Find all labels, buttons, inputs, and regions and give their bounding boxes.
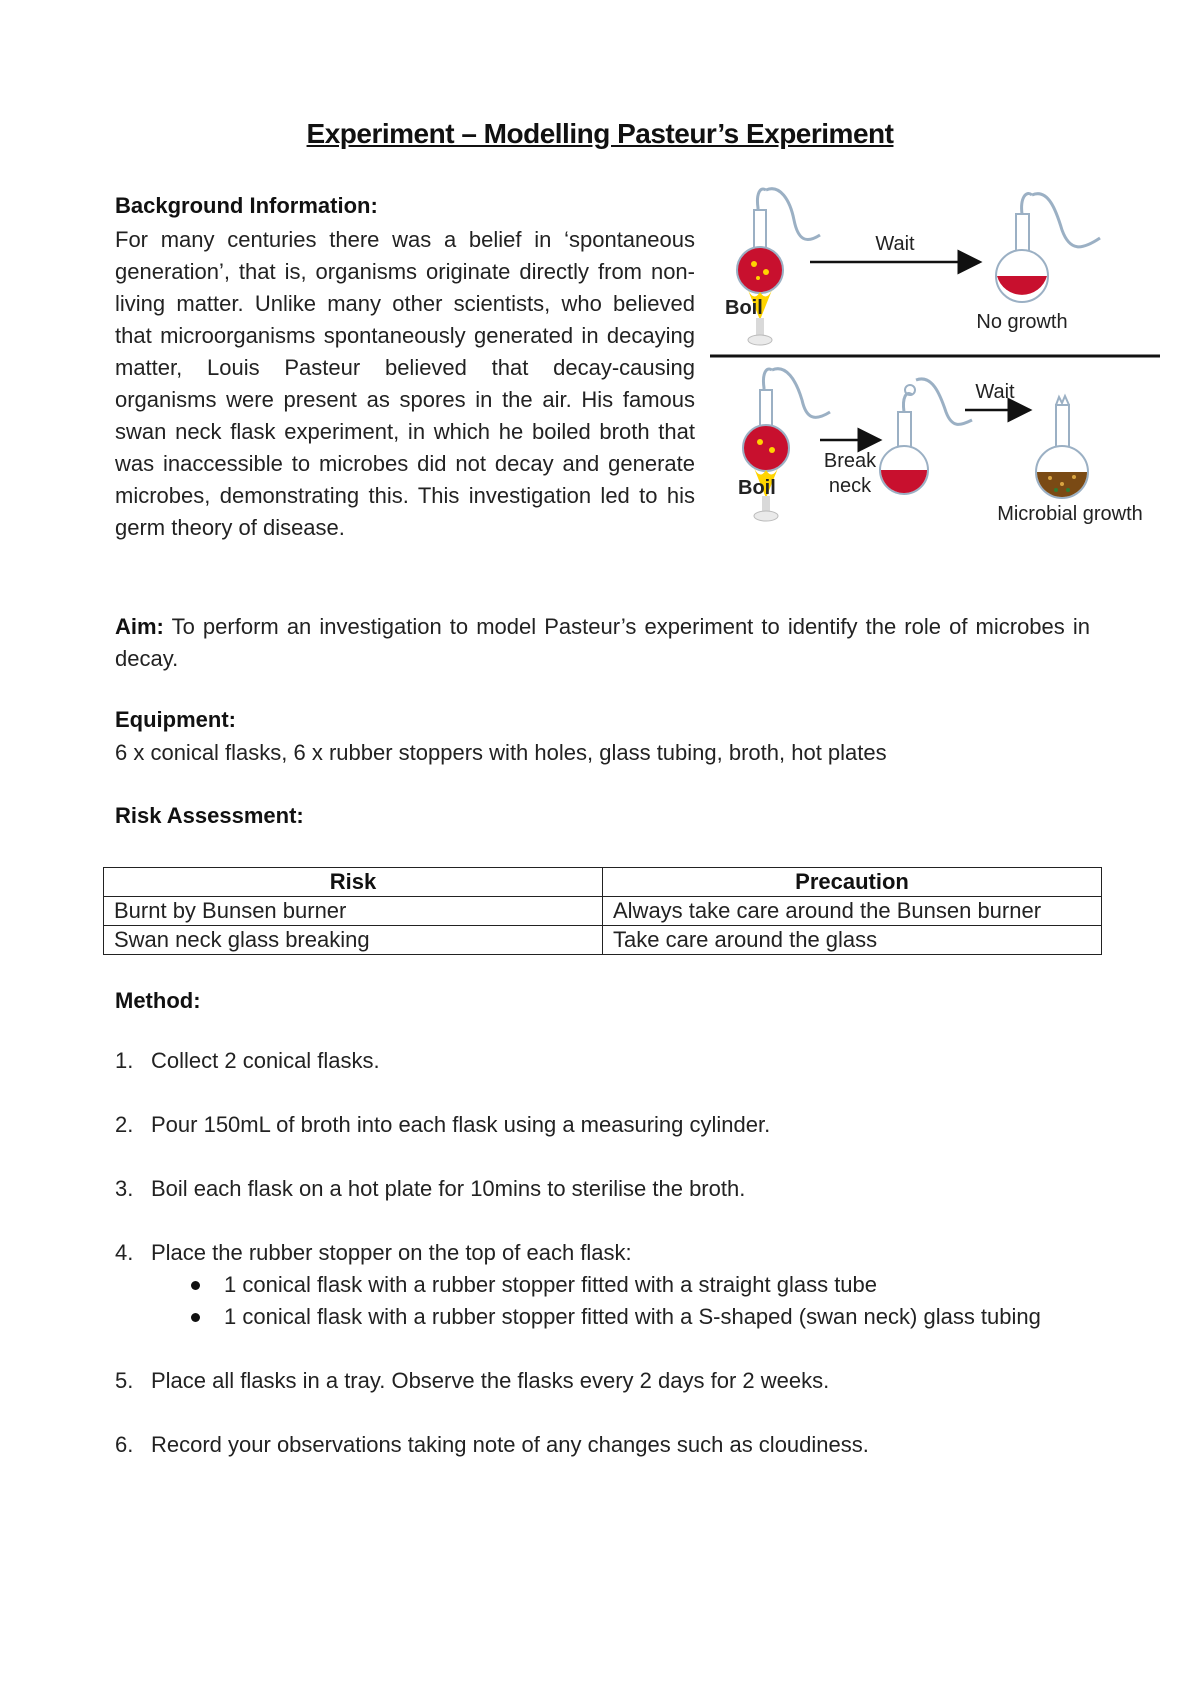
background-text: For many centuries there was a belief in ‘spontaneous generation’, that is, organisms originate directly from non-living matter. Unlike many other scientists, who believed that microorganisms spontaneously generated in decaying matter, Louis Pasteur believed that decay-causing organisms were present as spores in the air. His famous swan neck flask experiment, in which he boiled broth that was inaccessible to microbes did not decay and generate microbes, demonstrating this. This investigation led to his germ theory of disease. xyxy=(115,227,695,540)
bullet-icon xyxy=(191,1313,200,1322)
aim-text: To perform an investigation to model Pasteur’s experiment to identify the role of microbes in decay. xyxy=(115,614,1090,671)
pasteur-experiment-diagram xyxy=(710,180,1160,545)
list-item xyxy=(115,1269,1094,1301)
step-number: 3. xyxy=(115,1176,134,1201)
step-number: 2. xyxy=(115,1112,134,1137)
bullet-text: 1 conical flask with a rubber stopper fitted with a S-shaped (swan neck) glass tubing xyxy=(224,1304,1041,1329)
step-number: 5. xyxy=(115,1368,134,1393)
step-text: Place the rubber stopper on the top of each flask: xyxy=(151,1240,632,1265)
equipment-text: 6 x conical flasks, 6 x rubber stoppers with holes, glass tubing, broth, hot plates xyxy=(115,740,887,765)
microbial-flask xyxy=(1036,396,1088,498)
method-step xyxy=(115,1429,1095,1461)
risk-table-header xyxy=(104,868,1102,897)
risk-cell: Burnt by Bunsen burner xyxy=(104,897,603,926)
method-step xyxy=(115,1173,1095,1205)
background-heading: Background Information: xyxy=(115,193,378,218)
step-text: Collect 2 conical flasks. xyxy=(151,1048,380,1073)
list-item xyxy=(115,1301,1094,1333)
precaution-cell: Always take care around the Bunsen burner xyxy=(603,897,1102,926)
method-step xyxy=(115,1045,1095,1077)
neck-label: neck xyxy=(828,475,872,497)
bullet-text: 1 conical flask with a rubber stopper fitted with a straight glass tube xyxy=(224,1272,878,1297)
step-text: Record your observations taking note of any changes such as cloudiness. xyxy=(151,1432,869,1457)
table-row xyxy=(104,897,1102,926)
aim-paragraph xyxy=(115,611,1090,675)
break-label: Break xyxy=(823,450,877,472)
method-step xyxy=(115,1237,1095,1333)
step-text: Boil each flask on a hot plate for 10mins to sterilise the broth. xyxy=(151,1176,746,1201)
microbial-growth-label: Microbial growth xyxy=(997,503,1143,525)
top-wait-label: Wait xyxy=(875,233,915,255)
step-text: Pour 150mL of broth into each flask using a measuring cylinder. xyxy=(151,1112,771,1137)
step-number: 1. xyxy=(115,1048,134,1073)
step-number: 4. xyxy=(115,1240,134,1265)
precaution-cell: Take care around the glass xyxy=(603,926,1102,955)
method-list xyxy=(115,1045,1095,1493)
page-title: Experiment – Modelling Pasteur’s Experiment xyxy=(306,118,894,149)
equipment-heading: Equipment: xyxy=(115,707,236,732)
step-number: 6. xyxy=(115,1432,134,1457)
risk-heading: Risk Assessment: xyxy=(115,803,304,828)
step-bullet-list xyxy=(115,1269,1095,1333)
method-heading: Method: xyxy=(115,988,201,1013)
bullet-icon xyxy=(191,1281,200,1290)
method-step xyxy=(115,1109,1095,1141)
aim-label: Aim: xyxy=(115,614,164,639)
broken-neck-flask xyxy=(880,379,972,494)
risk-table xyxy=(103,867,1102,955)
bottom-boil-label: Boil xyxy=(738,477,776,499)
top-boil-label: Boil xyxy=(725,297,763,319)
top-boil-flask xyxy=(737,189,820,345)
table-row xyxy=(104,926,1102,955)
risk-column-header: Risk xyxy=(104,868,603,897)
risk-cell: Swan neck glass breaking xyxy=(104,926,603,955)
method-step xyxy=(115,1365,1095,1397)
top-result-flask xyxy=(996,194,1100,302)
bottom-wait-label: Wait xyxy=(975,381,1015,403)
step-text: Place all flasks in a tray. Observe the flasks every 2 days for 2 weeks. xyxy=(151,1368,830,1393)
precaution-column-header: Precaution xyxy=(603,868,1102,897)
top-result-label: No growth xyxy=(976,311,1068,333)
